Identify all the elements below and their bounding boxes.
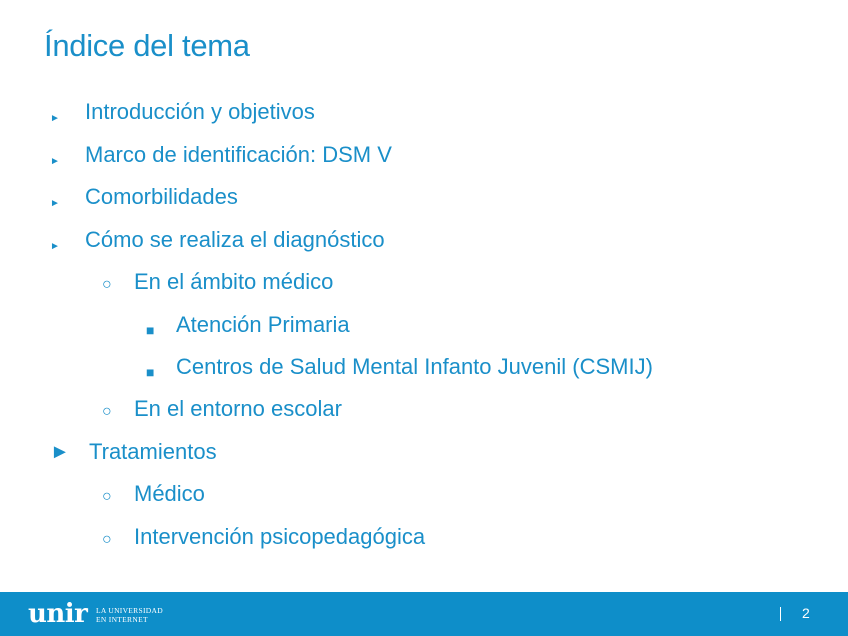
logo-tagline (96, 606, 163, 624)
circle-bullet-icon: ○ (102, 531, 112, 548)
circle-bullet-icon: ○ (102, 488, 112, 505)
square-bullet-icon: ■ (146, 322, 155, 338)
triangle-bullet-icon: ► (50, 241, 60, 252)
triangle-bullet-icon: ► (50, 198, 60, 209)
triangle-bullet-icon: ► (50, 113, 60, 124)
outline-item-text: Atención Primaria (176, 312, 350, 337)
outline-item-text: Centros de Salud Mental Infanto Juvenil (CSMIJ) (176, 354, 653, 379)
tagline-line: EN INTERNET (96, 615, 148, 624)
triangle-bullet-icon: ► (50, 441, 70, 463)
page-number: 2 (802, 605, 810, 621)
slide-title: Índice del tema (44, 28, 250, 63)
unir-logo: unir (28, 599, 88, 629)
outline-item-text: Intervención psicopedagógica (134, 524, 426, 549)
tagline-line: LA UNIVERSIDAD (96, 606, 163, 615)
footer-bar (0, 592, 848, 636)
outline-item-text: Cómo se realiza el diagnóstico (85, 227, 385, 252)
outline-item-text: Introducción y objetivos (85, 99, 315, 124)
outline-item-text: En el entorno escolar (134, 396, 342, 421)
outline-item-text: Tratamientos (89, 439, 217, 464)
triangle-bullet-icon: ► (50, 156, 60, 167)
footer-separator (780, 607, 781, 621)
outline-item-text: En el ámbito médico (134, 269, 334, 294)
outline-item-text: Comorbilidades (85, 184, 238, 209)
outline-item-text: Médico (134, 481, 205, 506)
outline-item-text: Marco de identificación: DSM V (85, 142, 392, 167)
circle-bullet-icon: ○ (102, 276, 112, 293)
square-bullet-icon: ■ (146, 364, 155, 380)
circle-bullet-icon: ○ (102, 403, 112, 420)
